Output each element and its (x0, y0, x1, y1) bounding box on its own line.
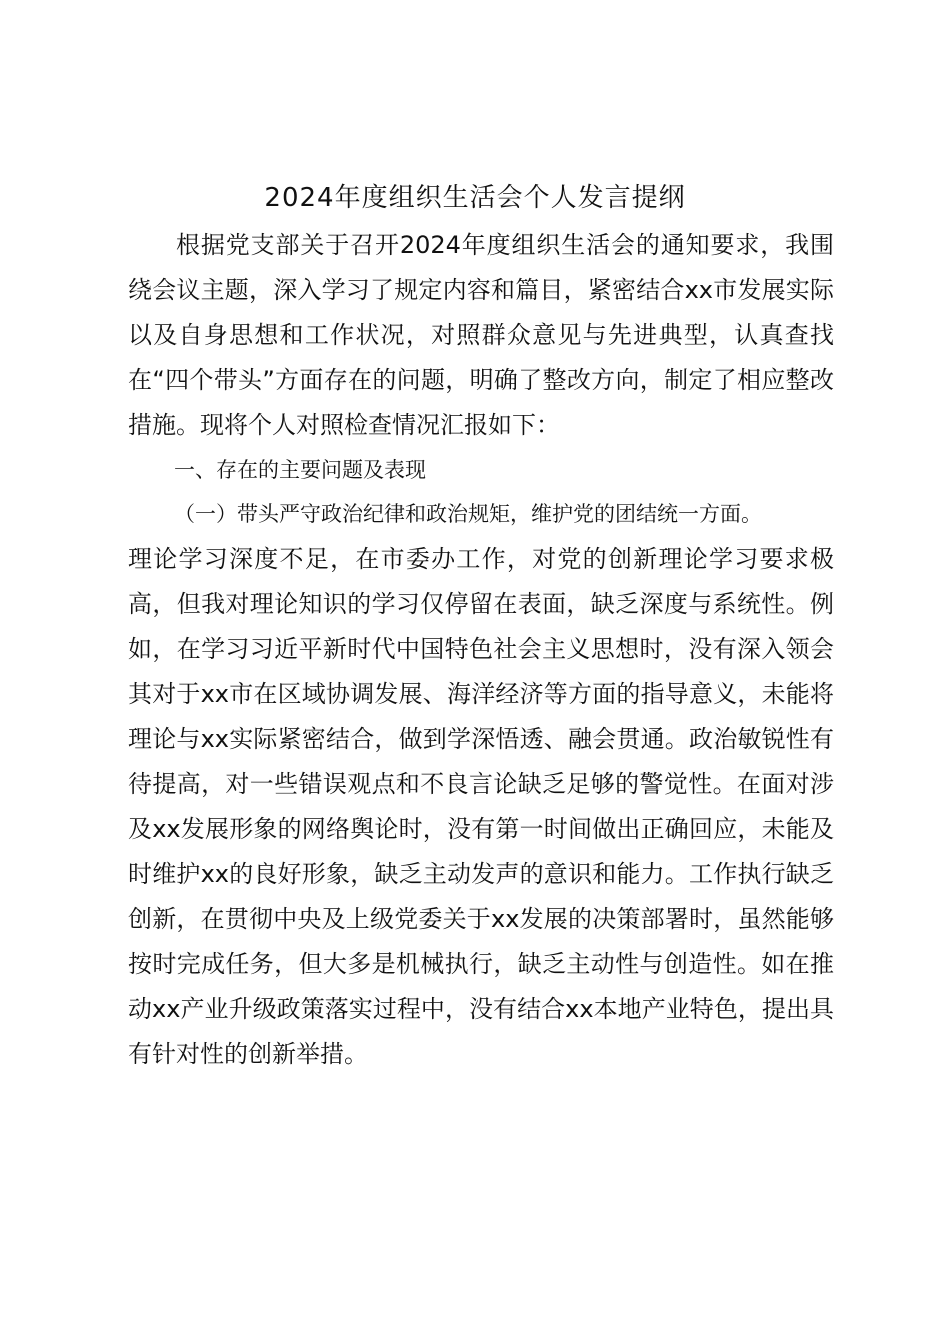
subsection-paragraph: 理论学习深度不足，在市委办工作，对党的创新理论学习要求极高，但我对理论知识的学习仅停留在表面，缺乏深度与系统性。例如，在学习习近平新时代中国特色社会主义思想时，没有深入领会其对于xx市在区域协调发展、海洋经济等方面的指导意义，未能将理论与xx实际紧密结合，做到学深悟透、融会贯通。政治敏锐性有待提高，对一些错误观点和不良言论缺乏足够的警觉性。在面对涉及xx发展形象的网络舆论时，没有第一时间做出正确回应，未能及时维护xx的良好形象，缺乏主动发声的意识和能力。工作执行缺乏创新，在贯彻中央及上级党委关于xx发展的决策部署时，虽然能够按时完成任务，但大多是机械执行，缺乏主动性与创造性。如在推动xx产业升级政策落实过程中，没有结合xx本地产业特色，提出具有针对性的创新举措。 (128, 545, 834, 1068)
section-heading: 一、存在的主要问题及表现 (174, 458, 426, 482)
document-title: 2024年度组织生活会个人发言提纲 (264, 183, 686, 213)
subsection-heading: （一）带头严守政治纪律和政治规矩，维护党的团结统一方面。 (174, 502, 762, 526)
intro-paragraph: 根据党支部关于召开2024年度组织生活会的通知要求，我围绕会议主题，深入学习了规定内容和篇目，紧密结合xx市发展实际以及自身思想和工作状况，对照群众意见与先进典型，认真查找在“四个带头”方面存在的问题，明确了整改方向，制定了相应整改措施。现将个人对照检查情况汇报如下： (128, 231, 834, 439)
